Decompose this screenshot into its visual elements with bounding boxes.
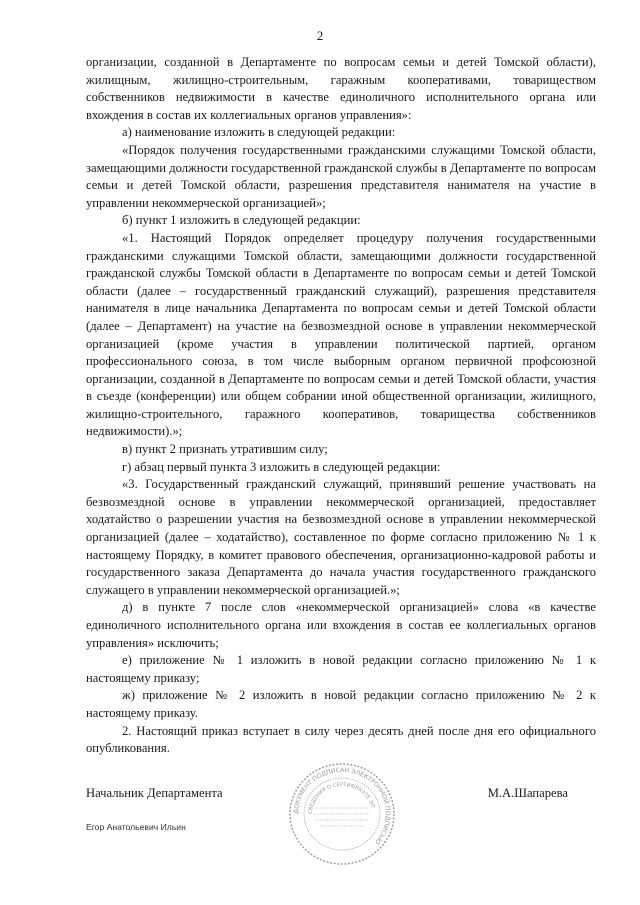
paragraph: е) приложение № 1 изложить в новой редакции согласно приложению № 1 к настоящему приказу; bbox=[86, 653, 596, 685]
svg-text:СВЕДЕНИЯ О СЕРТИФИКАТЕ ЭП bbox=[308, 782, 375, 814]
signatory-name: М.А.Шапарева bbox=[487, 786, 568, 800]
svg-text:ДОКУМЕНТ ПОДПИСАН ЭЛЕКТРОННОЙ bbox=[293, 767, 392, 846]
page-number: 2 bbox=[316, 28, 324, 43]
document-body bbox=[86, 54, 596, 758]
paragraph: «Порядок получения государственными гражданскими служащими Томской области, замещающими должности государственной гражданской службы в Департаменте по вопросам семьи и детей Томской области, разрешения представителя нанимателя на участие в управлении некоммерческой организацией»; bbox=[86, 142, 596, 210]
stamp-middle-ring bbox=[304, 778, 380, 850]
paragraph: организации, созданной в Департаменте по вопросам семьи и детей Томской области), жилищным, жилищно-строительным, гаражным кооперативами, товариществом собственников недвижимости в качестве единоличного исполнительного органа или вхождения в состав их коллегиальных органов управления»: bbox=[86, 55, 596, 122]
stamp-outer-text: ДОКУМЕНТ ПОДПИСАН ЭЛЕКТРОННОЙ ПОДПИСЬЮ bbox=[292, 766, 392, 846]
stamp-outer-ring bbox=[290, 764, 394, 864]
electronic-signature-stamp bbox=[286, 760, 398, 868]
executor-name: Егор Анатольевич Ильин bbox=[86, 822, 186, 832]
signatory-title: Начальник Департамента bbox=[86, 786, 223, 800]
paragraph: в) пункт 2 признать утратившим силу; bbox=[122, 442, 328, 457]
paragraph: ж) приложение № 2 изложить в новой редакции согласно приложению № 2 к настоящему приказу. bbox=[86, 688, 596, 720]
paragraph: 2. Настоящий приказ вступает в силу через десять дней после дня его официального опубликования. bbox=[86, 723, 596, 756]
paragraph: д) в пункте 7 после слов «некоммерческой организацией» слова «в качестве единоличного исполнительного органа или вхождения в состав ее коллегиальных органов управления» исключить; bbox=[86, 600, 596, 650]
paragraph: г) абзац первый пункта 3 изложить в следующей редакции: bbox=[122, 459, 441, 474]
paragraph: б) пункт 1 изложить в следующей редакции: bbox=[122, 213, 361, 228]
paragraph: а) наименование изложить в следующей редакции: bbox=[122, 125, 396, 140]
paragraph: «3. Государственный гражданский служащий, принявший решение участвовать на безвозмездной основе в управлении некоммерческой организацией, предоставляет ходатайство о разрешении участия на безвозмездной основе в управлении некоммерческой организацией (далее – ходатайство), составленное по форме согласно приложению № 1 к настоящему Порядку, в комитет правового обеспечения, организационно-кадровой работы и государственного заказа Департамента до начала участия государственного гражданского служащего в управлении некоммерческой организацией.»; bbox=[86, 477, 596, 597]
paragraph: «1. Настоящий Порядок определяет процедуру получения государственными гражданскими служащими Томской области, замещающими должности государственной гражданской службы Томской области в Департаменте по вопросам семьи и детей Томской области (далее – государственный гражданский служащий), разрешения представителя нанимателя в лице начальника Департамента по вопросам семьи и детей Томской области (далее – Департамент) на участие на безвозмездной основе в управлении некоммерческой организацией (кроме участия в управлении политической партией, органом профессионального союза, в том числе выборным органом первичной профсоюзной организации, созданной в Департаменте по вопросам семьи и детей Томской области, участия в съезде (конференции) или общем собрании иной общественной организации, жилищного, жилищно-строительного, гаражного кооперативов, товарищества собственников недвижимости).»; bbox=[86, 230, 596, 439]
stamp-inner-text: СВЕДЕНИЯ О СЕРТИФИКАТЕ ЭП bbox=[307, 781, 376, 815]
